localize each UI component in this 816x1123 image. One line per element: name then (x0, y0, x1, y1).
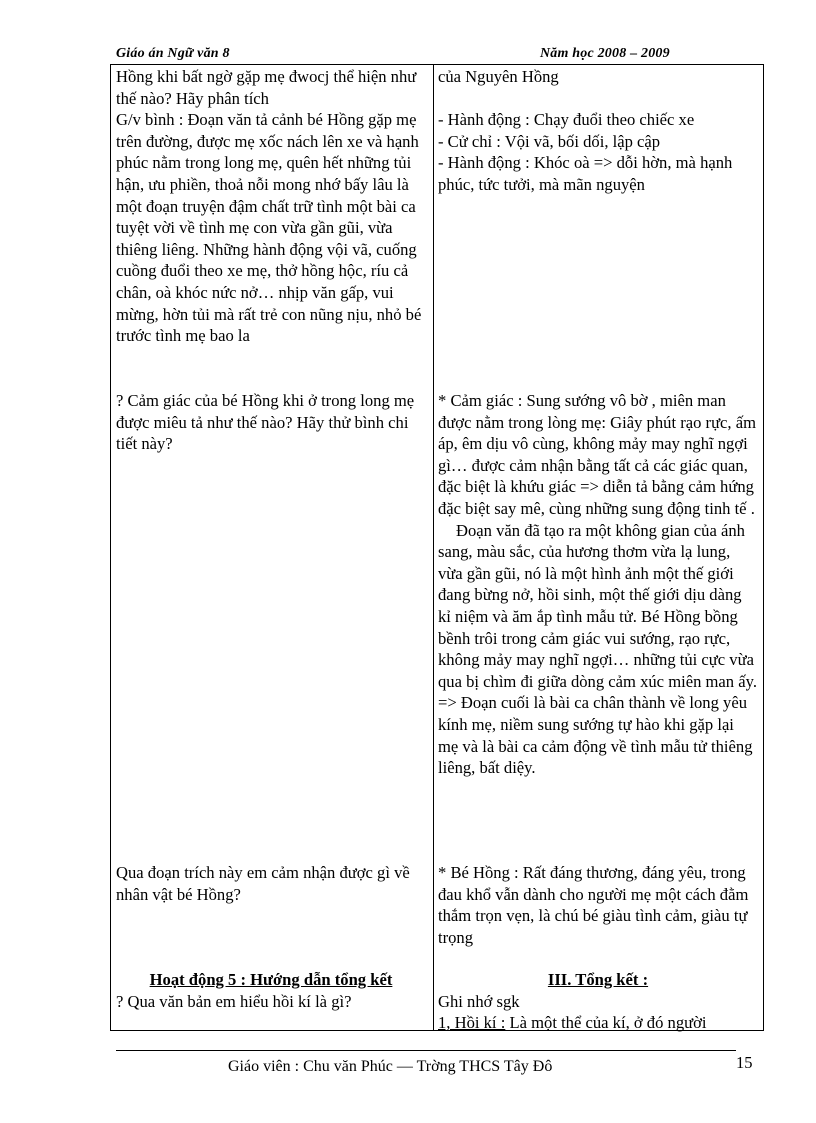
row2-right-paragraph: Đoạn văn đã tạo ra một không gian của ánh sang, màu sắc, của hương thơm vừa lạ lung, vừa gần gũi, nó là một hình ảnh một thế giới đang bừng nở, hồi sinh, một thế giới dịu dàng kỉ niệm và ăm ắp tình mẫu tử. Bé Hồng bồng bềnh trôi trong cảm giác vui sướng, rạo rực, không mảy may nghĩ ngợi… những tủi cực vừa qua bị chìm đi giữa dòng cảm xúc miên man ấy. => Đoạn cuối là bài ca chân thành về long yêu kính mẹ, niềm sung sướng tự hào khi gặp lại mẹ và là bài ca cảm động về tình mẫu tử thiêng liêng, bất diệy. (438, 520, 757, 778)
row1-right-line3: - Cử chỉ : Vội vã, bối dối, lập cập (438, 131, 661, 151)
row1-right-spacer (438, 88, 758, 110)
row4-right-definition (438, 1012, 758, 1034)
summary-heading: III. Tổng kết : (547, 970, 649, 989)
row1-left-question: Hồng khi bất ngờ gặp mẹ đwocj thể hiện như thế nào? Hãy phân tích (116, 67, 417, 108)
row4-left-cell (116, 969, 426, 1012)
row1-left-commentary: G/v bình : Đoạn văn tả cảnh bé Hồng gặp mẹ trên đường, được mẹ xốc nách lên xe và hạnh phúc nằm trong long mẹ, quên hết những tủi hận, ưu phiền, thoả nỗi mong nhớ bấy lâu là một đoạn truyện đậm chất trữ tình một bài ca tuyệt vời về tình mẹ con vừa gần gũi, vừa thiêng liêng. Những hành động vội vã, cuống cuồng đuổi theo xe mẹ, thở hồng hộc, ríu cả chân, oà khóc nức nở… nhịp văn gấp, vui mừng, hờn tủi mà rất trẻ con nũng nịu, nhỏ bé trước tình mẹ bao la (116, 110, 422, 346)
footer-rule (116, 1050, 736, 1051)
row4-right-cell (438, 969, 758, 1034)
row2-right-cell (438, 390, 758, 779)
row3-right-answer: * Bé Hồng : Rất đáng thương, đáng yêu, trong đau khổ vẫn dành cho người mẹ một cách đằm thắm trọn vẹn, là chú bé giàu tình cảm, giàu tự trọng (438, 863, 749, 947)
activity-heading: Hoạt động 5 : Hướng dẫn tổng kết (149, 970, 393, 989)
footer-teacher: Giáo viên : Chu văn Phúc — Trờng THCS Tây Đô (228, 1058, 553, 1075)
row1-right-line1: của Nguyên Hồng (438, 67, 559, 86)
page-number: 15 (736, 1053, 753, 1072)
row2-left-question: ? Cảm giác của bé Hồng khi ở trong long mẹ được miêu tả như thế nào? Hãy thử bình chi tiết này? (116, 391, 415, 454)
row2-left-cell (116, 390, 426, 455)
row3-left-cell (116, 862, 426, 905)
memoir-term: 1, Hồi kí : (438, 1013, 506, 1033)
header-left: Giáo án Ngữ văn 8 (116, 46, 230, 61)
row1-right-line4: - Hành động : Khóc oà => dỗi hờn, mà hạnh phúc, tức tưởi, mà mãn nguyện (438, 153, 733, 194)
row1-right-line2: - Hành động : Chạy đuổi theo chiếc xe (438, 110, 695, 130)
memoir-definition: Là một thể của kí, ở đó người (505, 1013, 707, 1033)
row3-right-cell (438, 862, 758, 948)
row3-left-question: Qua đoạn trích này em cảm nhận được gì về nhân vật bé Hồng? (116, 863, 410, 904)
header-right: Năm học 2008 – 2009 (540, 46, 670, 61)
row1-right-cell (438, 66, 758, 196)
row4-right-note: Ghi nhớ sgk (438, 991, 520, 1011)
row4-left-question: ? Qua văn bản em hiểu hồi kí là gì? (116, 991, 352, 1011)
column-divider (433, 65, 434, 1030)
row1-left-cell (116, 66, 426, 347)
row2-right-feeling: * Cảm giác : Sung sướng vô bờ , miên man được nằm trong lòng mẹ: Giây phút rạo rực, ấm áp, êm dịu vô cùng, không mảy may nghĩ ngợi gì… được cảm nhận bằng tất cả các giác quan, đặc biệt là khứu giác => diễn tả bằng cảm hứng đặc biệt say mê, cùng những sung động tinh tế . (438, 391, 756, 518)
